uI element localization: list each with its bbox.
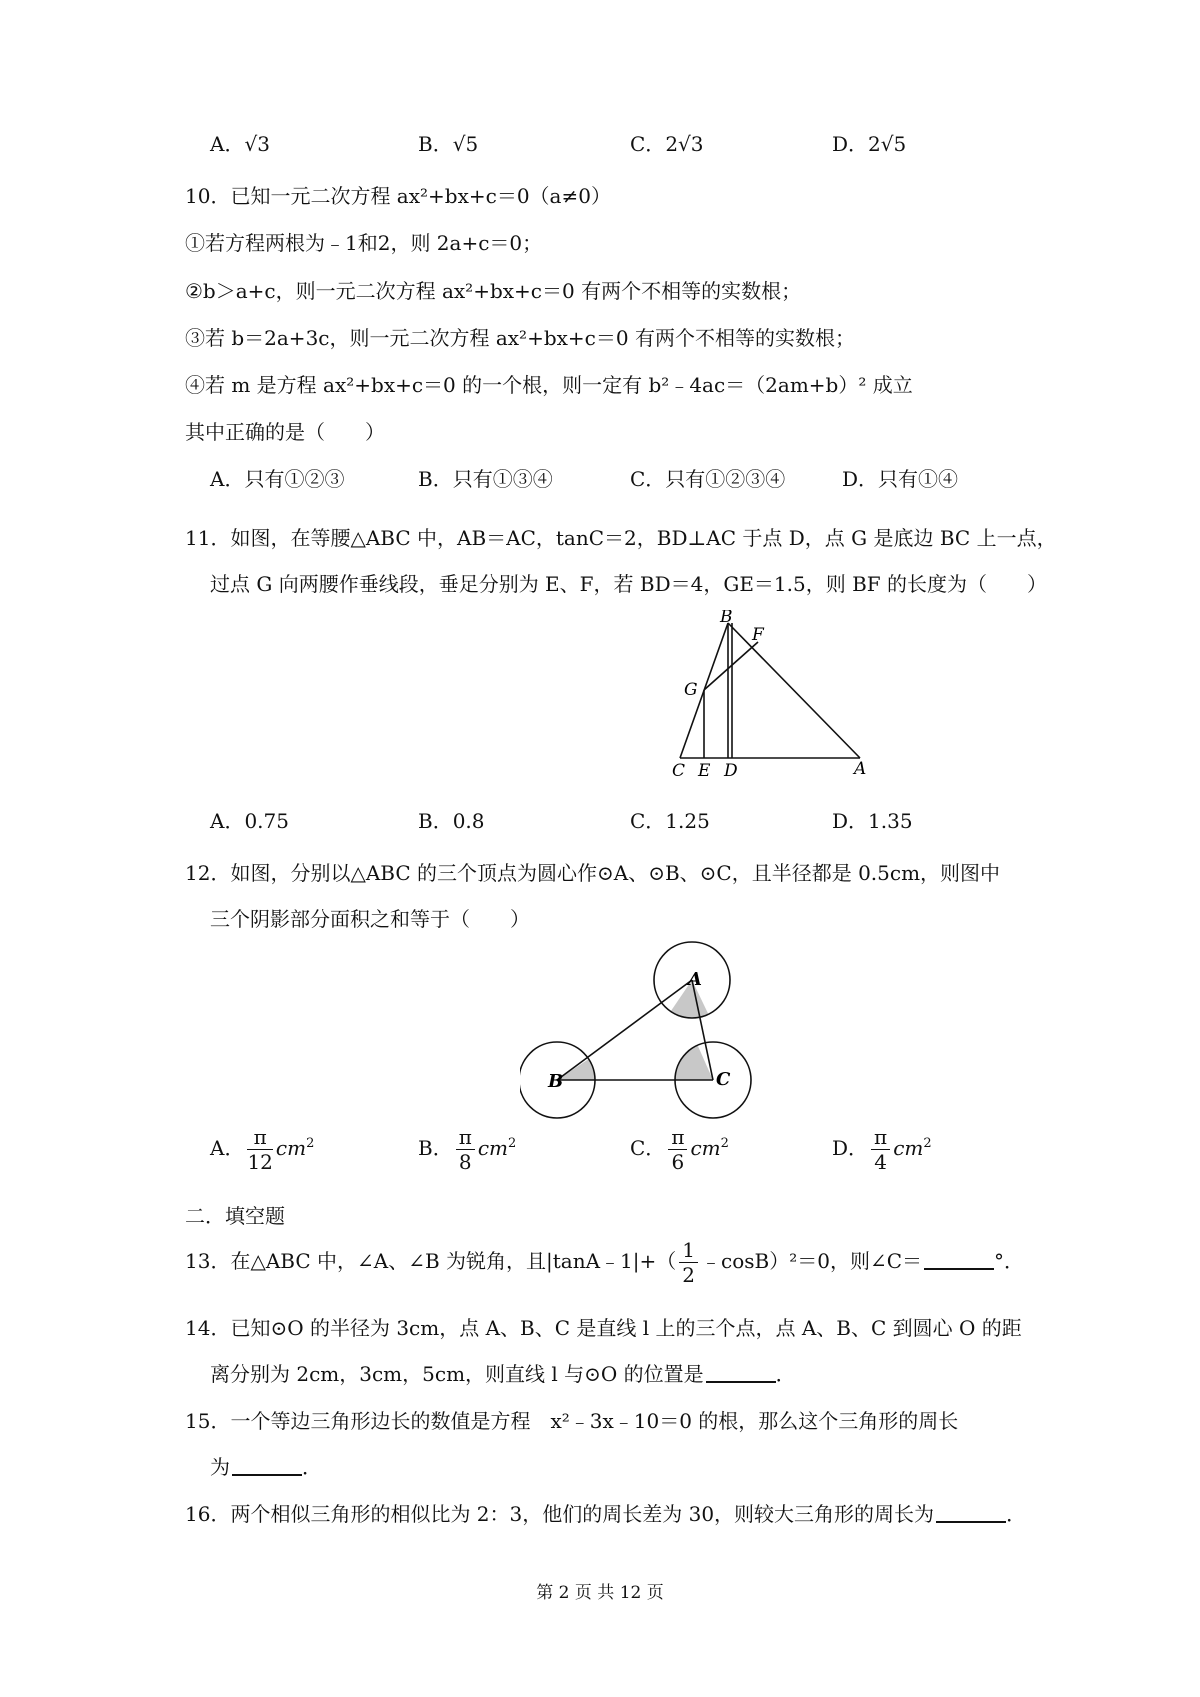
section-title-fill-in: 二．填空题 bbox=[185, 1204, 285, 1228]
q12-option-b: B． $\frac{\pi}{8}$ $cm^2$ bbox=[418, 1125, 517, 1174]
q9-option-b: B．√5 bbox=[418, 132, 479, 156]
q13-answer-blank[interactable] bbox=[924, 1250, 994, 1270]
q16-text: 16．两个相似三角形的相似比为 2：3，他们的周长差为 30，则较大三角形的周长为 ． bbox=[185, 1502, 1027, 1526]
q11-side-ba bbox=[728, 623, 860, 758]
q12-option-b-fraction: $\frac{\pi}{8}$ bbox=[456, 1127, 475, 1172]
q10-question: 其中正确的是（ ） bbox=[185, 420, 385, 444]
q10-statement-3: ③若 b＝2a+3c，则一元二次方程 ax²+bx+c＝0 有两个不相等的实数根； bbox=[185, 326, 855, 350]
q12-stem-line-2: 三个阴影部分面积之和等于（ ） bbox=[210, 907, 530, 931]
q11-label-d: D bbox=[724, 761, 738, 780]
q13-text: 13．在△ABC 中，∠A、∠B 为锐角，且|tanA﹣1|+（ $\frac{1}{2}$ ﹣cosB）²＝0，则∠C＝ °． bbox=[185, 1238, 1025, 1287]
q11-option-b: B．0.8 bbox=[418, 809, 485, 833]
q9-option-d-value: 2√5 bbox=[868, 132, 907, 156]
q11-label-g: G bbox=[684, 680, 698, 700]
q12-option-a-fraction: $\frac{\pi}{12}$ bbox=[247, 1125, 273, 1174]
q9-option-c: C．2√3 bbox=[630, 132, 704, 156]
q10-stem: 10．已知一元二次方程 ax²+bx+c＝0（a≠0） bbox=[185, 184, 611, 208]
q12-option-d-fraction: $\frac{\pi}{4}$ bbox=[871, 1127, 890, 1172]
q10-option-c: C．只有①②③④ bbox=[630, 467, 786, 491]
q10-option-b: B．只有①③④ bbox=[418, 467, 553, 491]
q9-option-a-value: √3 bbox=[244, 132, 270, 156]
q12-option-c: C． $\frac{\pi}{6}$ $cm^2$ bbox=[630, 1125, 729, 1174]
q14-answer-blank[interactable] bbox=[706, 1363, 776, 1383]
q11-option-c: C．1.25 bbox=[630, 809, 710, 833]
q15-answer-blank[interactable] bbox=[232, 1456, 302, 1476]
q10-statement-4: ④若 m 是方程 ax²+bx+c＝0 的一个根，则一定有 b²﹣4ac＝（2am+b）² 成立 bbox=[185, 373, 913, 397]
q11-stem-line-1: 11．如图，在等腰△ABC 中，AB＝AC，tanC＝2，BD⊥AC 于点 D，点 G 是底边 BC 上一点， bbox=[185, 526, 1057, 550]
q14-stem-line-1: 14．已知⊙O 的半径为 3cm，点 A、B、C 是直线 l 上的三个点，点 A、B、C 到圆心 O 的距 bbox=[185, 1316, 1022, 1340]
q10-option-a: A．只有①②③ bbox=[210, 467, 345, 491]
q11-label-c: C bbox=[672, 761, 686, 780]
page-footer: 第 2 页 共 12 页 bbox=[536, 1583, 664, 1603]
q12-option-c-fraction: $\frac{\pi}{6}$ bbox=[668, 1127, 687, 1172]
q14-stem-line-2: 离分别为 2cm，3cm，5cm，则直线 l 与⊙O 的位置是 ． bbox=[210, 1362, 796, 1386]
q11-figure bbox=[660, 610, 880, 780]
q11-label-e: E bbox=[698, 761, 711, 780]
q9-option-a: A．√3 bbox=[210, 132, 270, 156]
q12-option-d: D． $\frac{\pi}{4}$ $cm^2$ bbox=[832, 1125, 932, 1174]
q12-option-a: A． $\frac{\pi}{12}$ $cm^2$ bbox=[210, 1125, 315, 1174]
q9-option-c-value: 2√3 bbox=[665, 132, 704, 156]
q9-option-b-value: √5 bbox=[452, 132, 479, 156]
q12-stem-line-1: 12．如图，分别以△ABC 的三个顶点为圆心作⊙A、⊙B、⊙C，且半径都是 0.5cm，则图中 bbox=[185, 861, 1001, 885]
q12-label-c: C bbox=[716, 1069, 731, 1090]
q12-label-a: A bbox=[688, 969, 702, 990]
q16-answer-blank[interactable] bbox=[936, 1503, 1006, 1523]
q12-side-ab bbox=[557, 980, 692, 1080]
q10-statement-2: ②b＞a+c，则一元二次方程 ax²+bx+c＝0 有两个不相等的实数根； bbox=[185, 279, 802, 303]
q10-statement-1: ①若方程两根为﹣1和2，则 2a+c＝0； bbox=[185, 231, 543, 255]
q11-label-f: F bbox=[752, 625, 764, 645]
q11-label-a: A bbox=[854, 759, 867, 779]
q15-stem-line-2: 为 ． bbox=[210, 1455, 322, 1479]
q11-label-b: B bbox=[720, 610, 733, 627]
q13-fraction: $\frac{1}{2}$ bbox=[679, 1240, 698, 1285]
q11-stem-line-2: 过点 G 向两腰作垂线段，垂足分别为 E、F，若 BD＝4，GE＝1.5，则 BF 的长度为（ ） bbox=[210, 572, 1048, 596]
q11-option-a: A．0.75 bbox=[210, 809, 289, 833]
q9-option-d: D．2√5 bbox=[832, 132, 907, 156]
q12-label-b: B bbox=[548, 1071, 564, 1092]
q12-figure bbox=[520, 935, 790, 1125]
q11-option-d: D．1.35 bbox=[832, 809, 913, 833]
q15-stem-line-1: 15．一个等边三角形边长的数值是方程 x²﹣3x﹣10＝0 的根，那么这个三角形的周长 bbox=[185, 1409, 959, 1433]
q10-option-d: D．只有①④ bbox=[842, 467, 959, 491]
